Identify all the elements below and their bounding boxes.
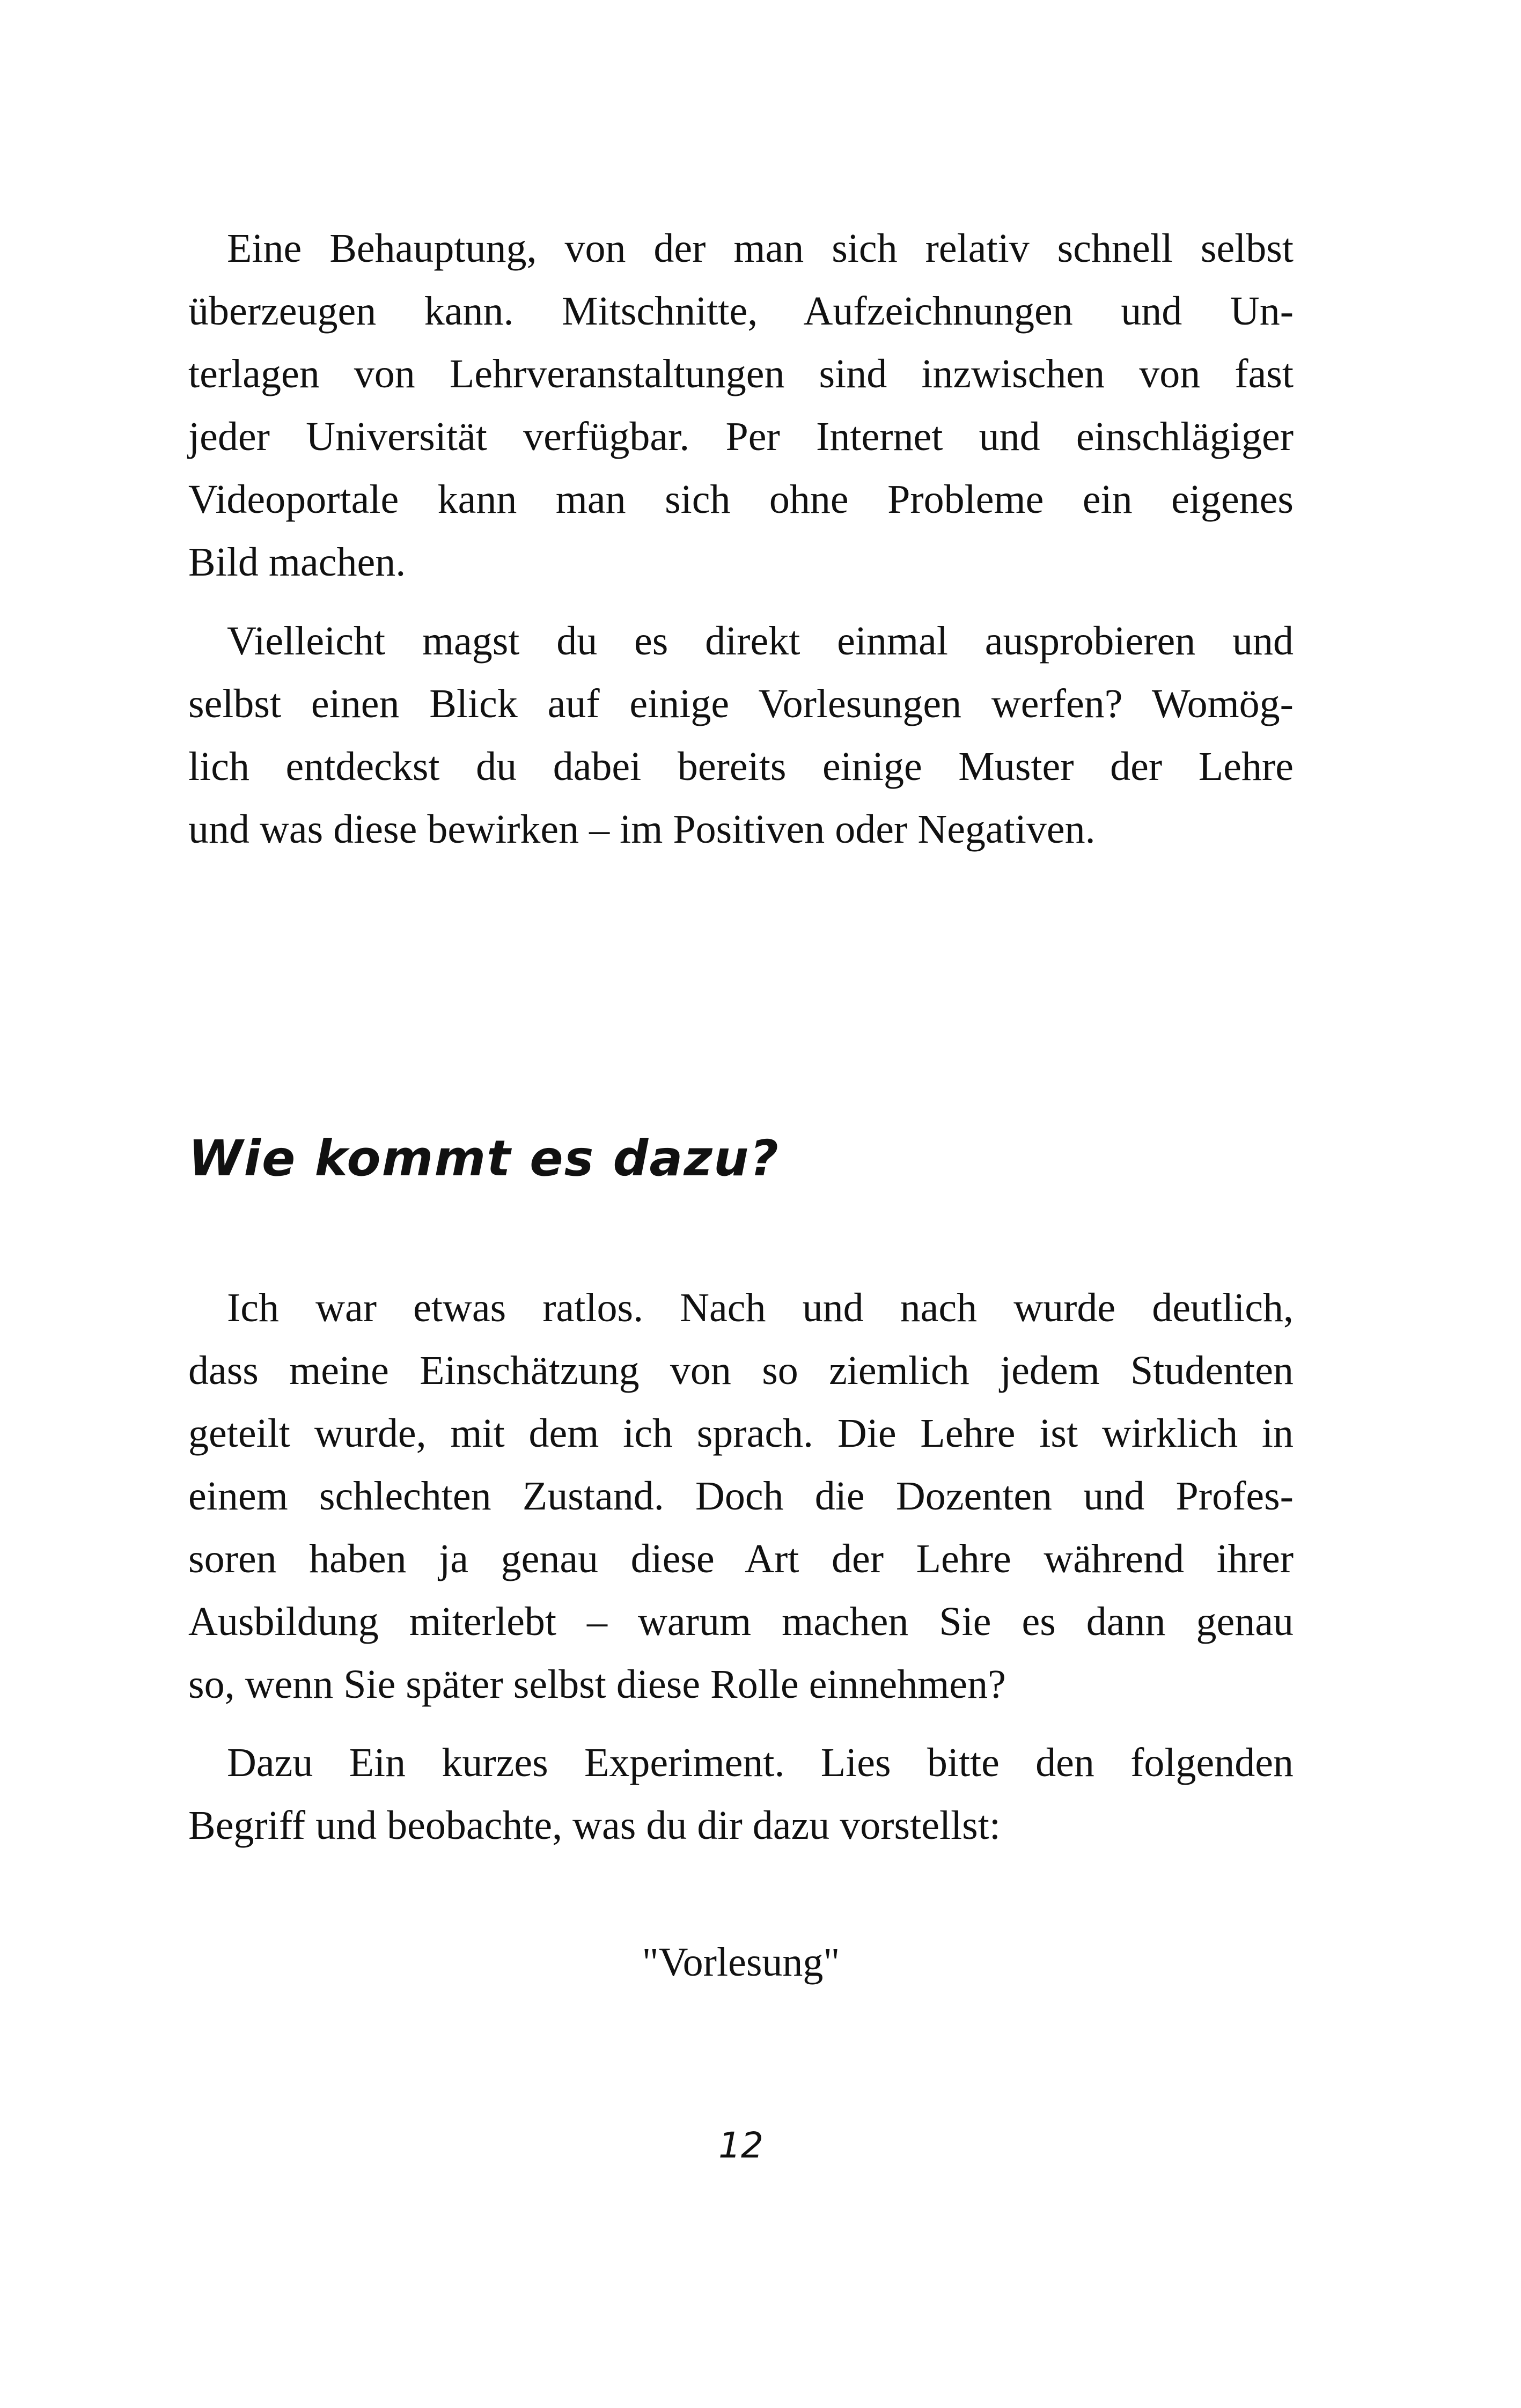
text-line: soren haben ja genau diese Art der Lehre während ihrer bbox=[188, 1536, 1294, 1581]
text-line: einem schlechten Zustand. Doch die Dozenten und Profes- bbox=[188, 1474, 1294, 1519]
paragraph-1 bbox=[188, 217, 1294, 594]
text-line: Dazu Ein kurzes Experiment. Lies bitte den folgenden bbox=[227, 1740, 1294, 1785]
text-line: so, wenn Sie später selbst diese Rolle einnehmen? bbox=[188, 1662, 1006, 1707]
text-line: überzeugen kann. Mitschnitte, Aufzeichnungen und Un- bbox=[188, 289, 1294, 334]
text-line: Eine Behauptung, von der man sich relativ schnell selbst bbox=[227, 226, 1294, 271]
text-line: Ich war etwas ratlos. Nach und nach wurde deutlich, bbox=[227, 1285, 1294, 1330]
text-line: selbst einen Blick auf einige Vorlesungen werfen? Womög- bbox=[188, 681, 1294, 726]
paragraph-4 bbox=[188, 1732, 1294, 1857]
text-line: Ausbildung miterlebt – warum machen Sie es dann genau bbox=[188, 1599, 1294, 1644]
text-line: Begriff und beobachte, was du dir dazu vorstellst: bbox=[188, 1803, 1001, 1848]
section-heading: Wie kommt es dazu? bbox=[188, 1130, 780, 1187]
text-line: lich entdeckst du dabei bereits einige Muster der Lehre bbox=[188, 744, 1294, 789]
text-line: Bild machen. bbox=[188, 540, 406, 585]
text-line: terlagen von Lehrveranstaltungen sind inzwischen von fast bbox=[188, 351, 1294, 396]
text-line: Vielleicht magst du es direkt einmal ausprobieren und bbox=[227, 618, 1294, 664]
text-line: und was diese bewirken – im Positiven oder Negativen. bbox=[188, 807, 1096, 852]
paragraph-3 bbox=[188, 1277, 1294, 1716]
page-number: 12 bbox=[718, 2125, 763, 2166]
text-line: Videoportale kann man sich ohne Probleme ein eigenes bbox=[188, 477, 1294, 522]
quoted-term: "Vorlesung" bbox=[642, 1940, 840, 1985]
text-line: geteilt wurde, mit dem ich sprach. Die Lehre ist wirklich in bbox=[188, 1411, 1294, 1456]
text-line: jeder Universität verfügbar. Per Internet und einschlägiger bbox=[188, 414, 1294, 459]
text-line: dass meine Einschätzung von so ziemlich jedem Studenten bbox=[188, 1348, 1294, 1393]
paragraph-2 bbox=[188, 610, 1294, 861]
